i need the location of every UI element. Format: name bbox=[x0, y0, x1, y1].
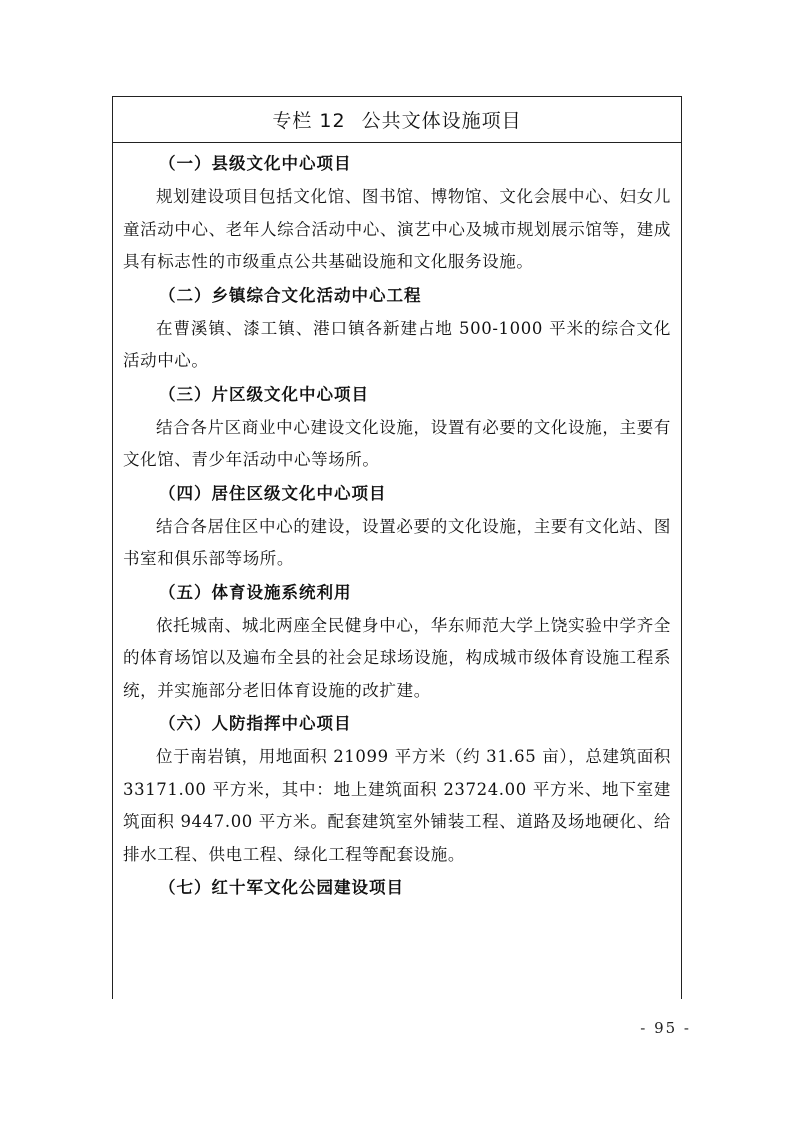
section-heading-7: （七）红十军文化公园建设项目 bbox=[159, 878, 404, 897]
section-heading-1: （一）县级文化中心项目 bbox=[159, 154, 352, 173]
section-body-2: 在曹溪镇、漆工镇、港口镇各新建占地 500-1000 平米的综合文化活动中心。 bbox=[123, 318, 671, 370]
section-heading-6: （六）人防指挥中心项目 bbox=[159, 714, 352, 733]
section-heading-5: （五）体育设施系统利用 bbox=[159, 582, 352, 602]
section-body-1: 规划建设项目包括文化馆、图书馆、博物馆、文化会展中心、妇女儿童活动中心、老年人综合活动中心、演艺中心及城市规划展示馆等，建成具有标志性的市级重点公共基础设施和文化服务设施。 bbox=[123, 187, 671, 271]
box-title-number: 专栏 12 bbox=[272, 110, 346, 132]
feature-box bbox=[112, 96, 682, 999]
box-title bbox=[113, 97, 681, 143]
box-content bbox=[113, 143, 681, 905]
box-title-text: 公共文体设施项目 bbox=[361, 110, 522, 132]
section-body-6: 位于南岩镇，用地面积 21099 平方米（约 31.65 亩），总建筑面积 33171.00 平方米，其中：地上建筑面积 23724.00 平方米、地下室建筑面积 9447.00 平方米。配套建筑室外铺装工程、道路及场地硬化、给排水工程、供电工程、绿化工程等配套设施。 bbox=[123, 747, 671, 864]
section-body-5: 依托城南、城北两座全民健身中心，华东师范大学上饶实验中学齐全的体育场馆以及遍布全县的社会足球场设施，构成城市级体育设施工程系统，并实施部分老旧体育设施的改扩建。 bbox=[123, 615, 671, 700]
page-number: - 95 - bbox=[640, 1019, 691, 1037]
section-heading-3: （三）片区级文化中心项目 bbox=[159, 384, 369, 404]
section-heading-4: （四）居住区级文化中心项目 bbox=[159, 483, 387, 503]
section-body-3: 结合各片区商业中心建设文化设施，设置有必要的文化设施，主要有文化馆、青少年活动中心等场所。 bbox=[123, 417, 671, 469]
section-body-4: 结合各居住区中心的建设，设置必要的文化设施，主要有文化站、图书室和俱乐部等场所。 bbox=[123, 516, 671, 568]
section-heading-2: （二）乡镇综合文化活动中心工程 bbox=[159, 285, 422, 305]
